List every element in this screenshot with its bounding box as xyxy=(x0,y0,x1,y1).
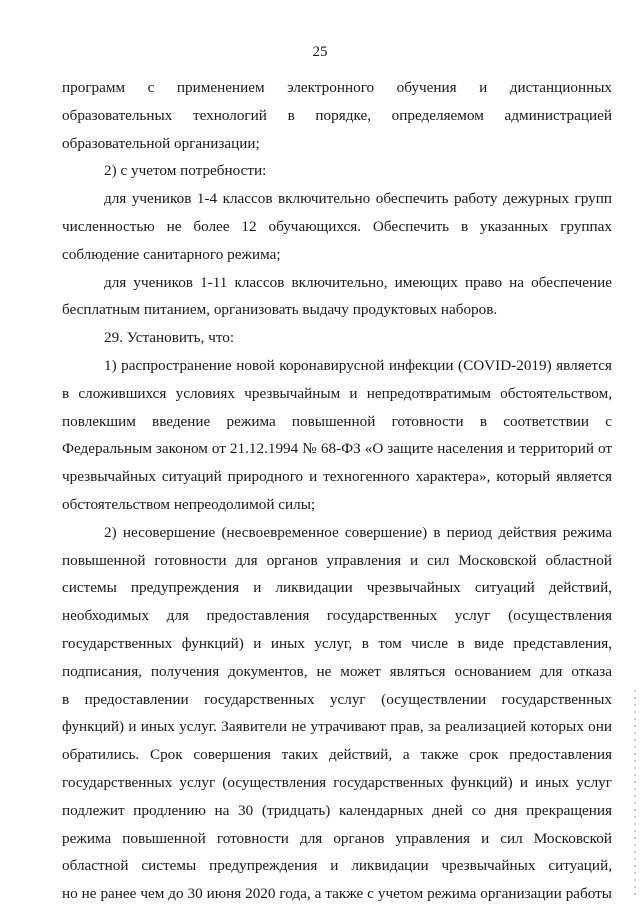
text-line: обстоятельством непреодолимой силы; xyxy=(62,495,316,513)
text-line: численностью не более 12 обучающихся. Обеспечить в указанных группах xyxy=(62,217,612,235)
text-line: необходимых для предоставления государственных услуг (осуществления xyxy=(62,607,612,625)
text-line: повышенной готовности для органов управления и сил Московской областной xyxy=(62,551,612,569)
text-line: образовательных технологий в порядке, определяемом администрацией xyxy=(62,106,612,124)
scan-margin-mark xyxy=(634,690,636,900)
text-line: бесплатным питанием, организовать выдачу продуктовых наборов. xyxy=(62,301,498,319)
text-line: системы предупреждения и ликвидации чрезвычайных ситуаций действий, xyxy=(62,579,612,597)
text-line: в предоставлении государственных услуг (осуществлении государственных xyxy=(62,690,612,708)
page-number: 25 xyxy=(312,44,328,60)
text-line: но не ранее чем до 30 июня 2020 года, а также с учетом режима организации работы xyxy=(62,885,612,903)
text-line: обратились. Срок совершения таких действий, а также срок предоставления xyxy=(62,746,612,764)
text-line: подлежит продлению на 30 (тридцать) календарных дней со дня прекращения xyxy=(62,801,612,819)
text-line: подписания, получения документов, не может являться основанием для отказа xyxy=(62,662,612,680)
text-line: областной системы предупреждения и ликвидации чрезвычайных ситуаций, xyxy=(62,857,612,875)
text-line: соблюдение санитарного режима; xyxy=(62,245,281,263)
text-line: Федеральным законом от 21.12.1994 № 68-ФЗ «О защите населения и территорий от xyxy=(62,440,612,458)
text-line: государственных функций) и иных услуг, в том числе в виде представления, xyxy=(62,634,612,652)
text-line: повлекшим введение режима повышенной готовности в соответствии с xyxy=(62,412,612,430)
text-line: программ с применением электронного обучения и дистанционных xyxy=(62,79,612,96)
text-line: 2) с учетом потребности: xyxy=(104,162,267,180)
text-line: режима повышенной готовности для органов управления и сил Московской xyxy=(62,829,612,847)
text-line: в сложившихся условиях чрезвычайным и непредотвратимым обстоятельством, xyxy=(62,384,612,402)
text-line: 29. Установить, что: xyxy=(104,329,235,347)
text-line: для учеников 1-4 классов включительно обеспечить работу дежурных групп xyxy=(104,190,612,208)
text-line: для учеников 1-11 классов включительно, имеющих право на обеспечение xyxy=(104,273,612,291)
text-line: 2) несовершение (несвоевременное совершение) в период действия режима xyxy=(104,523,612,541)
text-line: государственных услуг (осуществления государственных функций) и иных услуг xyxy=(62,773,612,791)
document-body xyxy=(62,74,612,908)
text-line: функций) и иных услуг. Заявители не утрачивают прав, за реализацией которых они xyxy=(62,718,612,736)
text-line: 1) распространение новой коронавирусной инфекции (COVID-2019) является xyxy=(104,356,612,374)
text-line: образовательной организации; xyxy=(62,134,260,152)
text-line: чрезвычайных ситуаций природного и техногенного характера», который является xyxy=(62,468,612,486)
